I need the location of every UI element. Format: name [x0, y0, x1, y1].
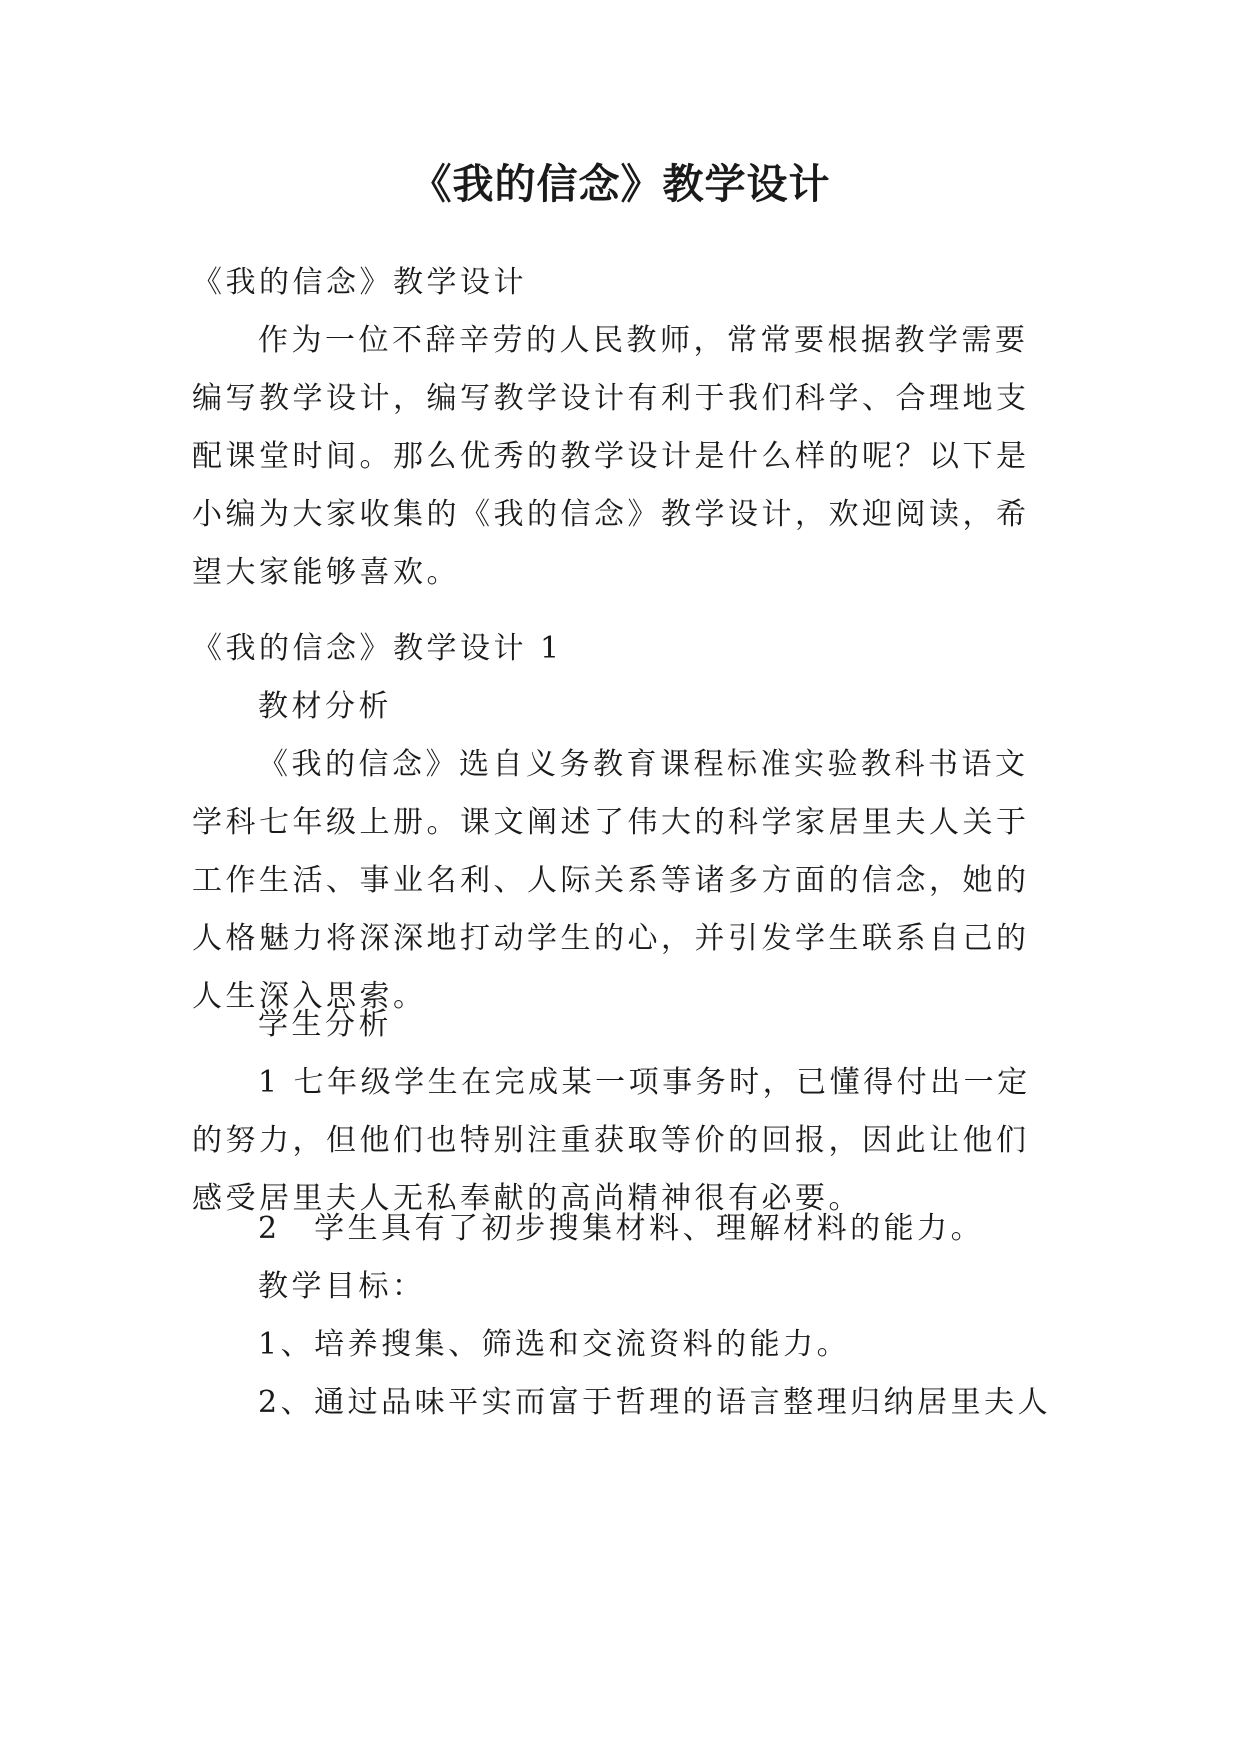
document-title: 《我的信念》教学设计 [410, 160, 831, 208]
student-analysis-point-2: 2 学生具有了初步搜集材料、理解材料的能力。 [258, 1211, 985, 1246]
teaching-goal-1: 1、培养搜集、筛选和交流资料的能力。 [258, 1327, 851, 1362]
document-subtitle: 《我的信念》教学设计 [192, 265, 527, 300]
student-analysis-point-1: 1 七年级学生在完成某一项事务时，已懂得付出一定的努力，但他们也特别注重获取等价的回报，因此让他们感受居里夫人无私奉献的高尚精神很有必要。 [192, 1065, 1031, 1216]
teaching-goals-heading: 教学目标： [258, 1269, 426, 1304]
teaching-goal-2: 2、通过品味平实而富于哲理的语言整理归纳居里夫人 [258, 1385, 1052, 1420]
textbook-analysis-paragraph: 《我的信念》选自义务教育课程标准实验教科书语文学科七年级上册。课文阐述了伟大的科学家居里夫人关于工作生活、事业名利、人际关系等诸多方面的信念，她的人格魅力将深深地打动学生的心，并引发学生联系自己的人生深入思索。 [192, 747, 1030, 1014]
section-heading: 《我的信念》教学设计 1 [192, 631, 563, 666]
student-analysis-heading: 学生分析 [258, 1007, 392, 1042]
textbook-analysis-heading: 教材分析 [258, 689, 392, 724]
intro-paragraph: 作为一位不辞辛劳的人民教师，常常要根据教学需要编写教学设计，编写教学设计有利于我们科学、合理地支配课堂时间。那么优秀的教学设计是什么样的呢？以下是小编为大家收集的《我的信念》教学设计，欢迎阅读，希望大家能够喜欢。 [192, 323, 1030, 590]
